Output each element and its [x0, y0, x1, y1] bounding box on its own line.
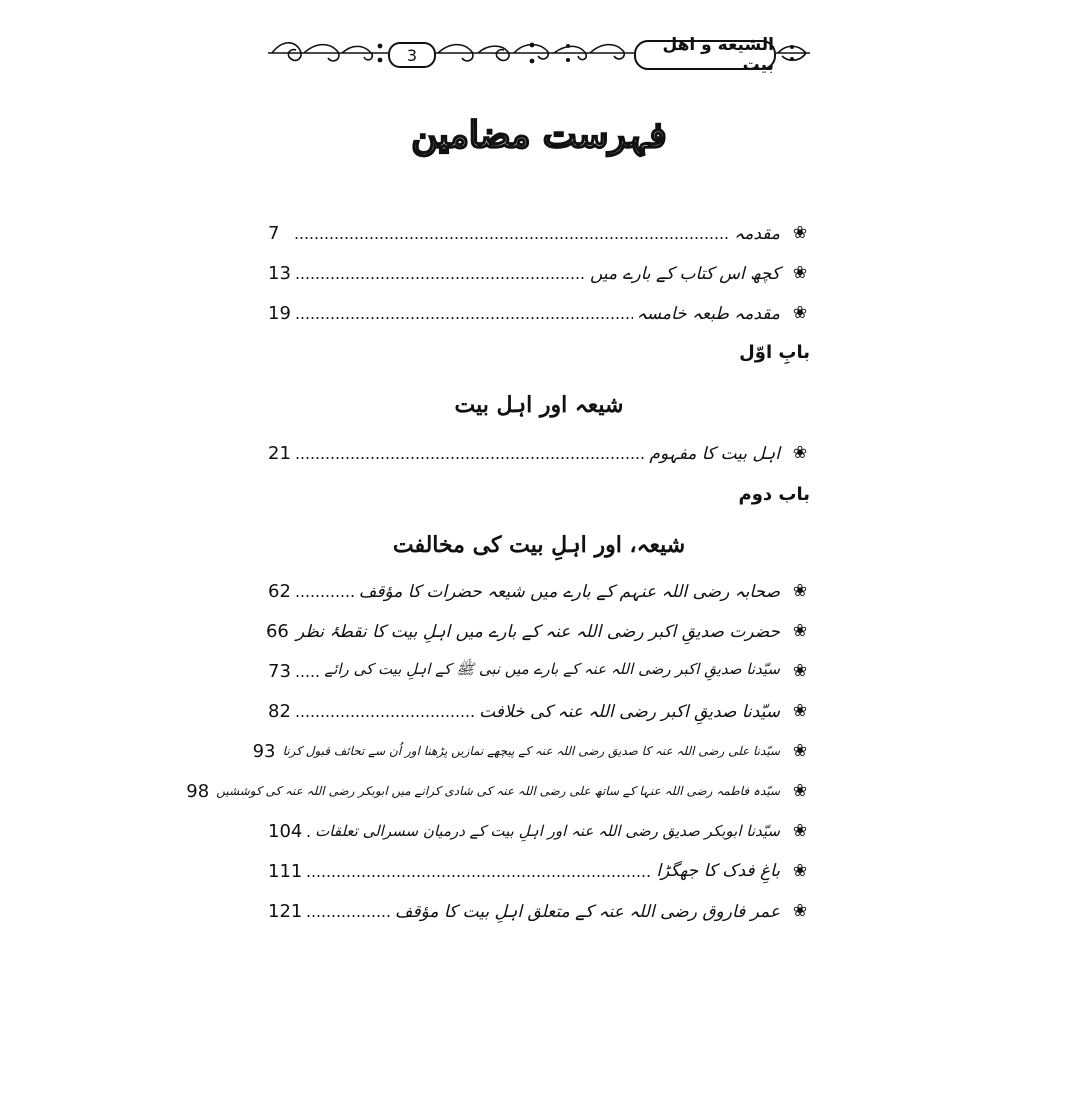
entry-title: سیّدہ فاطمہ رضی اللہ عنہا کے ساتھ علی رضی اللہ عنہ کی شادی کرانے میں ابوبکر رضی اللہ عنہ کی کوششیں	[216, 784, 780, 798]
toc-entry[interactable]	[268, 300, 810, 326]
flower-bullet-icon: ❀	[792, 443, 808, 463]
flower-bullet-icon: ❀	[792, 781, 808, 801]
page-number: 3	[388, 42, 436, 68]
flower-bullet-icon: ❀	[792, 901, 808, 921]
chapter-1-title: شیعہ اور اہل بیت	[454, 392, 624, 418]
entry-page: 121	[268, 900, 303, 922]
entry-page: 82	[268, 700, 291, 722]
entry-page: 7	[268, 222, 280, 244]
entry-title: مقدمہ طبعہ خامسہ	[636, 303, 780, 324]
book-title-badge: الشیعه و اهل بیت	[634, 40, 776, 70]
flower-bullet-icon: ❀	[792, 701, 808, 721]
toc-entry[interactable]	[268, 578, 810, 604]
entry-page: 13	[268, 262, 291, 284]
entry-page: 73	[268, 660, 291, 682]
page-header	[268, 35, 810, 75]
dot-leader	[295, 675, 321, 677]
toc-entry[interactable]	[252, 738, 810, 764]
entry-title: سیّدنا صدیقِ اکبر رضی اللہ عنہ کے بارے میں نبی ﷺ کے اہلِ بیت کی رائے	[324, 660, 780, 678]
flower-bullet-icon: ❀	[792, 303, 808, 323]
toc-entry[interactable]	[265, 618, 810, 644]
flower-bullet-icon: ❀	[792, 581, 808, 601]
entry-title: حضرت صدیقِ اکبر رضی اللہ عنہ کے بارے میں اہلِ بیت کا نقطۂ نظر	[295, 621, 780, 642]
dot-leader	[295, 457, 646, 459]
flower-bullet-icon: ❀	[792, 621, 808, 641]
toc-entry[interactable]	[268, 858, 810, 884]
toc-entry[interactable]	[268, 220, 810, 246]
chapter-1-label: بابِ اوّل	[739, 342, 810, 363]
flower-bullet-icon: ❀	[792, 661, 808, 681]
entry-title: سیّدنا ابوبکر صدیق رضی اللہ عنہ اور اہلِ بیت کے درمیان سسرالی تعلقات	[315, 822, 780, 840]
flower-bullet-icon: ❀	[792, 223, 808, 243]
entry-title: باغِ فدک کا جھگڑا	[656, 861, 780, 881]
chapter-2-label: باب دوم	[738, 484, 810, 505]
entry-title: کچھ اس کتاب کے بارے میں	[589, 263, 780, 284]
entry-page: 19	[268, 302, 291, 324]
entry-title: صحابہ رضی اللہ عنہم کے بارے میں شیعہ حضرات کا مؤقف	[358, 581, 780, 602]
entry-page: 111	[268, 860, 303, 882]
entry-page: 66	[265, 620, 289, 642]
chapter-2-title: شیعہ، اور اہلِ بیت کی مخالفت	[392, 532, 686, 558]
entry-title: سیّدنا صدیقِ اکبر رضی اللہ عنہ کی خلافت	[479, 701, 780, 722]
entry-page: 93	[252, 740, 276, 762]
entry-title: سیّدنا علی رضی اللہ عنہ کا صدیق رضی اللہ عنہ کے پیچھے نمازیں پڑھنا اور اُن سے تحائف قبول کرنا	[282, 744, 780, 758]
toc-entry[interactable]	[268, 658, 810, 684]
entry-page: 62	[268, 580, 291, 602]
dot-leader	[295, 317, 633, 319]
dot-leader	[295, 595, 355, 597]
toc-entry[interactable]	[268, 440, 810, 466]
entry-page: 104	[268, 820, 303, 842]
flower-bullet-icon: ❀	[792, 821, 808, 841]
entry-page: 21	[268, 442, 291, 464]
dot-leader	[295, 715, 475, 717]
toc-entry[interactable]	[186, 778, 810, 804]
dot-leader	[306, 875, 652, 877]
flower-bullet-icon: ❀	[792, 263, 808, 283]
toc-heading: فہرست مضامین	[411, 114, 667, 156]
dot-leader	[306, 915, 391, 917]
entry-title: اہل بیت کا مفہوم	[649, 443, 780, 464]
entry-title: عمر فاروق رضی اللہ عنہ کے متعلق اہلِ بیت کا مؤقف	[394, 901, 780, 922]
toc-entry[interactable]	[268, 698, 810, 724]
dot-leader	[294, 237, 730, 239]
flower-bullet-icon: ❀	[792, 861, 808, 881]
entry-page: 98	[186, 780, 210, 802]
dot-leader	[295, 277, 586, 279]
flower-bullet-icon: ❀	[792, 741, 808, 761]
toc-entry[interactable]	[268, 260, 810, 286]
toc-entry[interactable]	[268, 818, 810, 844]
entry-title: مقدمہ	[734, 223, 780, 244]
dot-leader	[306, 835, 311, 837]
toc-entry[interactable]	[268, 898, 810, 924]
book-page	[186, 28, 810, 1068]
